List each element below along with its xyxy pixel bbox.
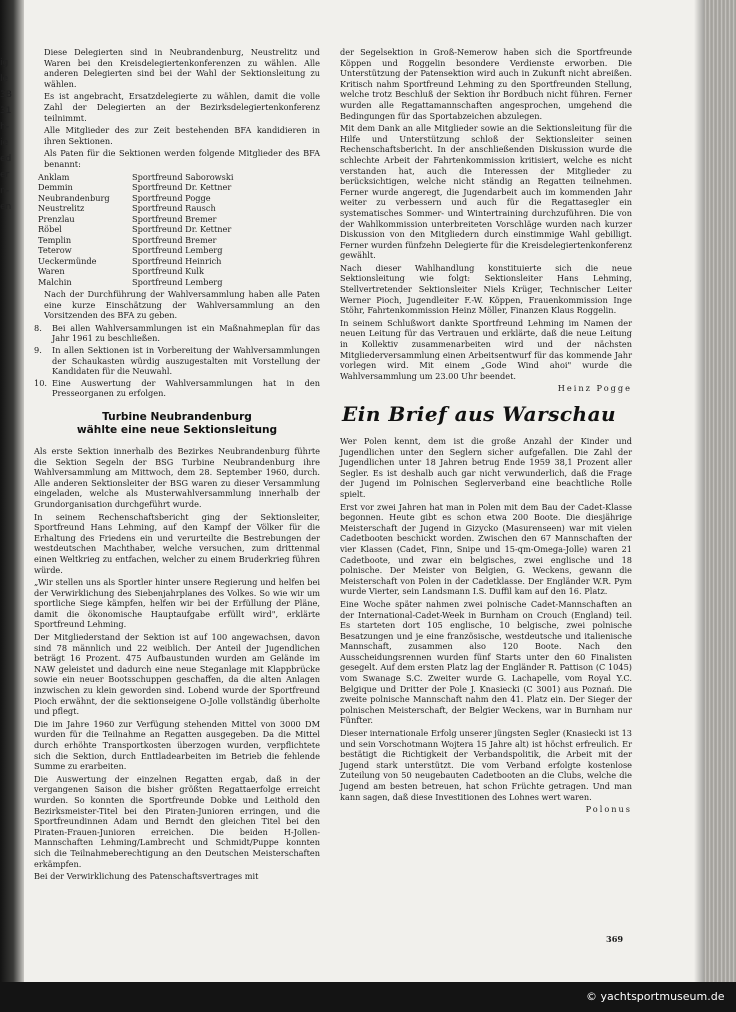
paten-place: Templin: [38, 234, 72, 245]
page-number: 369: [606, 934, 624, 944]
paragraph: Die Auswertung der einzelnen Regatten ergab, daß in der vergangenen Saison die bisher größten Regattaerfolge erreicht wurden. So konnten die Sportfreunde Dobke und Leithold den Bezirksmeister-Titel bei den Piraten-Junioren erringen, und die Sportfreundinnen Adam und Berndt den gleichen Titel bei den Piraten-Frauen-Junioren erreichen. Die beiden H-Jollen-Mannschaften Lehming/Lambrecht und Schmidt/Puppe konnten sich die Teilnahmeberechtigung an den Deutschen Meisterschaften erkämpfen.: [34, 773, 320, 869]
paten-person: Sportfreund Kulk: [132, 266, 204, 277]
paragraph: Nach dieser Wahlhandlung konstituierte sich die neue Sektionsleitung wie folgt: Sektionsleiter Hans Lehming, Stellvertretender Sektionsleiter Niels Krüger, Technischer Leiter Werner Pioch, Jugendleiter F.-W. Köppen, Frauenkommission Inge Stöhr, Fahrtenkommission Heinz Möller, Finanzen Klaus Roggelin.: [340, 262, 632, 316]
paragraph: Als erste Sektion innerhalb des Bezirkes Neubrandenburg führte die Sektion Segeln der BSG Turbine Neubrandenburg ihre Wahlversammlung am Mittwoch, dem 28. September 1960, durch. Alle anderen Sektionsleiter der BSG waren zu dieser Versammlung eingeladen, welche als Musterwahlversammlung innerhalb der Grundorganisation durchgeführt wurde.: [34, 445, 320, 509]
numbered-item: [34, 323, 320, 344]
spill-fragment: ie: [0, 138, 9, 148]
paragraph: In seinem Rechenschaftsbericht ging der Sektionsleiter, Sportfreund Hans Lehming, auf den Kampf der Völker für die Erhaltung des Friedens ein und verurteilte die Bestrebungen der westdeutschen Machthaber, welche versuchen, zum drittenmal einen Weltkrieg zu entfachen, welcher zu einem Bruderkrieg führen würde.: [34, 511, 320, 575]
book-page-edges: [704, 0, 736, 990]
paten-row: [38, 214, 237, 225]
paten-place: Ueckermünde: [38, 255, 97, 266]
after-paten-paragraph: Nach der Durchführung der Wahlversammlung haben alle Paten eine kurze Einschätzung der Wahlversammlung an den Vorsitzenden des BFA zu geben.: [44, 289, 320, 321]
paten-place: Malchin: [38, 276, 72, 287]
brief-article-body: [340, 436, 632, 802]
article-title-brief: Ein Brief aus Warschau: [342, 402, 617, 426]
paten-person: Sportfreund Lemberg: [132, 276, 223, 287]
paragraph: Bei der Verwirklichung des Patenschaftsvertrages mit: [34, 871, 259, 882]
paragraph: Erst vor zwei Jahren hat man in Polen mit dem Bau der Cadet-Klasse begonnen. Heute gibt es schon etwa 200 Boote. Die diesjährige Meisterschaft der Jugend in Gizycko (Masurenseen) war mit vielen Cadetbooten beschickt worden. Zwischen den 67 Mannschaften der vier Klassen (Cadet, Finn, Snipe und 15-qm-Omega-Jolle) waren 21 Cadetboote, und zwar ein belgisches, zwei englische und 18 polnische. Der Meister von Belgien, G. Weckens, gewann die Meisterschaft von Polen in der Cadetklasse. Der Engländer W.R. Pym wurde Vierter, sein Landsmann I.S. Duffil kam auf den 16. Platz.: [340, 501, 632, 597]
paten-person: Sportfreund Dr. Kettner: [132, 182, 232, 193]
paten-row: [38, 277, 237, 288]
paragraph: Dieser internationale Erfolg unserer jüngsten Segler (Knasiecki ist 13 und sein Vorschotmann Wojtera 15 Jahre alt) ist höchst erfreulich. Er bestätigt die Richtigkeit der Verbandspolitik, die Arbeit mit der Jugend stark unterstützt. Die vom Verband erfolgte kostenlose Zuteilung von 50 neugebauten Cadetbooten an die Clubs, welche die Jugend am besten betreuen, hat schon Früchte getragen. Und man kann sagen, daß diese Investitionen des Lohnes wert waren.: [340, 728, 632, 802]
paten-row: [38, 256, 237, 267]
paten-person: Sportfreund Heinrich: [132, 255, 222, 266]
turbine-article-body: [34, 446, 320, 882]
item-number: 8.: [34, 322, 42, 333]
left-page-spill-text: [0, 55, 14, 215]
paten-person: Sportfreund Saborowski: [132, 171, 234, 182]
paten-row: [38, 235, 237, 246]
heading-line-1: Turbine Neubrandenburg: [102, 410, 252, 423]
paragraph: Der Mitgliederstand der Sektion ist auf 100 angewachsen, davon sind 78 männlich und 22 weiblich. Der Anteil der Jugendlichen beträgt 16 Prozent. 475 Aufbaustunden wurden am Gelände im NAW geleistet und dadurch eine neue Steganlage mit Klappbrücke sowie ein neuer Bootsschuppen geschaffen, da die alten Anlagen inzwischen zu klein geworden sind. Lobend wurde der Sportfreund Pioch erwähnt, der die sektionseigene O-Jolle vollständig überholte und pflegt.: [34, 632, 320, 717]
heading-line-2: wählte eine neue Sektionsleitung: [76, 423, 278, 436]
paten-row: [38, 266, 237, 277]
numbered-item: [34, 345, 320, 377]
paten-place: Neubrandenburg: [38, 192, 110, 203]
paragraph: der Segelsektion in Groß-Nemerow haben sich die Sportfreunde Köppen und Roggelin besondere Verdienste erworben. Die Unterstützung der Patensektion wird auch in Zukunft nicht abreißen. Kritisch nahm Sportfreund Lehming zu den Sportfreunden Stellung, welche trotz Beschluß der Sektion ihr Bordbuch nicht führen. Ferner wurden alle Regattamannschaften angesprochen, umgehend die Bedingungen für das Sportabzeichen abzulegen.: [340, 47, 632, 121]
paten-person: Sportfreund Bremer: [132, 213, 217, 224]
copyright-credit: © yachtsportmuseum.de: [586, 990, 725, 1003]
spill-fragment: ig: [0, 58, 9, 68]
paten-row: [38, 203, 237, 214]
paragraph: Als Paten für die Sektionen werden folgende Mitglieder des BFA benannt:: [44, 148, 320, 169]
paragraph: In seinem Schlußwort dankte Sportfreund Lehming im Namen der neuen Leitung für das Vertrauen und erklärte, daß die neue Leitung in Kollektiv zusammenarbeiten wird und der nächsten Mitgliederversammlung einen Arbeitsentwurf für das kommende Jahr vorlegen wird. Mit einem „Gode Wind ahoi" wurde die Wahlversammlung um 23.00 Uhr beendet.: [340, 317, 632, 381]
paten-row: [38, 182, 237, 193]
right-column: [340, 47, 632, 819]
paragraph: Eine Woche später nahmen zwei polnische Cadet-Mannschaften an der International-Cadet-Week in Burnham on Crouch (England) teil. Es starteten dort 105 englische, 10 belgische, zwei polnische Besatzungen und je eine französische, westdeutsche und italienische Mannschaft, zusammen also 120 Boote. Nach den Ausscheidungsrennen wurden fünf Starts unter den 60 Finalisten gesegelt. Auf dem ersten Platz lag der Engländer R. Pattison (C 1045) vom Swanage S.C. Zweiter wurde G. Lachapelle, vom Royal Y.C. Belgique und Dritter der Pole J. Knasiecki (C 3001) aus Poznań. Die zweite polnische Mannschaft nahm den 41. Platz ein. Der Sieger der polnischen Meisterschaft, der Belgier Weckens, war in Burnham nur Fünfter.: [340, 598, 632, 726]
paten-table: [38, 172, 237, 288]
paten-person: Sportfreund Dr. Kettner: [132, 224, 232, 235]
spill-fragment: 31: [0, 106, 12, 116]
paragraph: „Wir stellen uns als Sportler hinter unsere Regierung und helfen bei der Verwirklichung des Siebenjahrplanes des Volkes. So wie wir um sportliche Siege kämpfen, helfen wir bei der Erfüllung der Pläne, damit die ökonomische Hauptaufgabe erfüllt wird", erklärte Sportfreund Lehming.: [34, 577, 320, 630]
spill-fragment: le: [0, 74, 9, 84]
paten-person: Sportfreund Lemberg: [132, 245, 223, 256]
spill-fragment: er: [0, 170, 10, 180]
item-text: Bei allen Wahlversammlungen ist ein Maßnahmeplan für das Jahr 1961 zu beschließen.: [52, 322, 320, 344]
paten-place: Röbel: [38, 224, 62, 235]
paten-row: [38, 193, 237, 204]
spill-fragment: 3B: [0, 90, 12, 100]
turbine-article-continuation: [340, 47, 632, 381]
numbered-list: [34, 323, 320, 399]
article-heading-turbine: [34, 411, 320, 437]
paragraph: Es ist angebracht, Ersatzdelegierte zu wählen, damit die volle Zahl der Delegierten an der Bezirksdelegiertenkonferenz teilnimmt.: [44, 91, 320, 123]
paragraph: Mit dem Dank an alle Mitglieder sowie an die Sektionsleitung für die Hilfe und Unterstützung schloß der Sektionsleiter seinen Rechenschaftsbericht. In der anschließenden Diskussion wurde die schlechte Arbeit der Fahrtenkommission kritisiert, welche es nicht verstanden hat, auch die Interessen der Mitglieder zu berücksichtigen, welche nicht ständig an Regatten teilnehmen. Ferner wurde angeregt, die Jugendarbeit auch im kommenden Jahr weiter zu verbessern und auch für die Regattasegler ein systematisches Sommer- und Wintertraining durchzuführen. Die von der Wahlkommission unterbreiteten Vorschläge wurden nach kurzer Diskussion von den Mitgliedern durch einstimmige Wahl gebilligt. Ferner wurden fünfzehn Delegierte für die Kreisdelegiertenkonferenz gewählt.: [340, 123, 632, 261]
spill-fragment: h-: [0, 122, 9, 132]
paten-place: Teterow: [38, 245, 72, 256]
signature-polonus: Polonus: [585, 804, 632, 815]
left-column: [34, 47, 320, 884]
paten-person: Sportfreund Rausch: [132, 203, 216, 214]
item-text: In allen Sektionen ist in Vorbereitung der Wahlversammlungen der Schaukasten würdig auszugestalten mit Vorstellung der Kandidaten für die Neuwahl.: [52, 345, 320, 377]
numbered-item: [34, 378, 320, 399]
spill-fragment: en: [0, 202, 12, 212]
item-number: 10.: [34, 377, 48, 388]
paten-person: Sportfreund Bremer: [132, 234, 217, 245]
paten-place: Demmin: [38, 182, 73, 193]
spill-fragment: n-: [0, 186, 9, 196]
paragraph: Wer Polen kennt, dem ist die große Anzahl der Kinder und Jugendlichen unter den Seglern sicher aufgefallen. Die Zahl der Jugendlichen unter 18 Jahren betrug Ende 1959 38,1 Prozent aller Segler. Es ist deshalb auch gar nicht verwunderlich, daß die Frage der Jugend im Polnischen Seglerverband eine beachtliche Rolle spielt.: [340, 436, 632, 499]
spill-fragment: ed: [0, 154, 12, 164]
signature-heinz-pogge: Heinz Pogge: [557, 383, 632, 394]
item-text: Eine Auswertung der Wahlversammlungen hat in den Presseorganen zu erfolgen.: [52, 377, 320, 399]
paten-row: [38, 224, 237, 235]
paragraph: Diese Delegierten sind in Neubrandenburg, Neustrelitz und Waren bei den Kreisdelegiertenkonferenzen zu wählen. Alle anderen Delegierten sind bei der Wahl der Sektionsleitung zu wählen.: [44, 47, 320, 89]
paragraph: Alle Mitglieder des zur Zeit bestehenden BFA kandidieren in ihren Sektionen.: [44, 125, 320, 146]
paten-place: Waren: [38, 266, 65, 277]
paten-place: Anklam: [38, 171, 70, 182]
intro-paragraphs: [34, 47, 320, 170]
paten-person: Sportfreund Pogge: [132, 192, 211, 203]
item-number: 9.: [34, 345, 42, 355]
paten-row: [38, 172, 237, 183]
paten-row: [38, 245, 237, 256]
paragraph: Die im Jahre 1960 zur Verfügung stehenden Mittel von 3000 DM wurden für die Teilnahme an Regatten ausgegeben. Da die Mittel durch erhöhte Transportkosten überzogen wurden, verpflichtete sich die Sektion, durch Enttladearbeiten im Betrieb die fehlende Summe zu erarbeiten.: [34, 718, 320, 772]
paten-place: Neustrelitz: [38, 203, 85, 214]
paten-place: Prenzlau: [38, 213, 75, 224]
